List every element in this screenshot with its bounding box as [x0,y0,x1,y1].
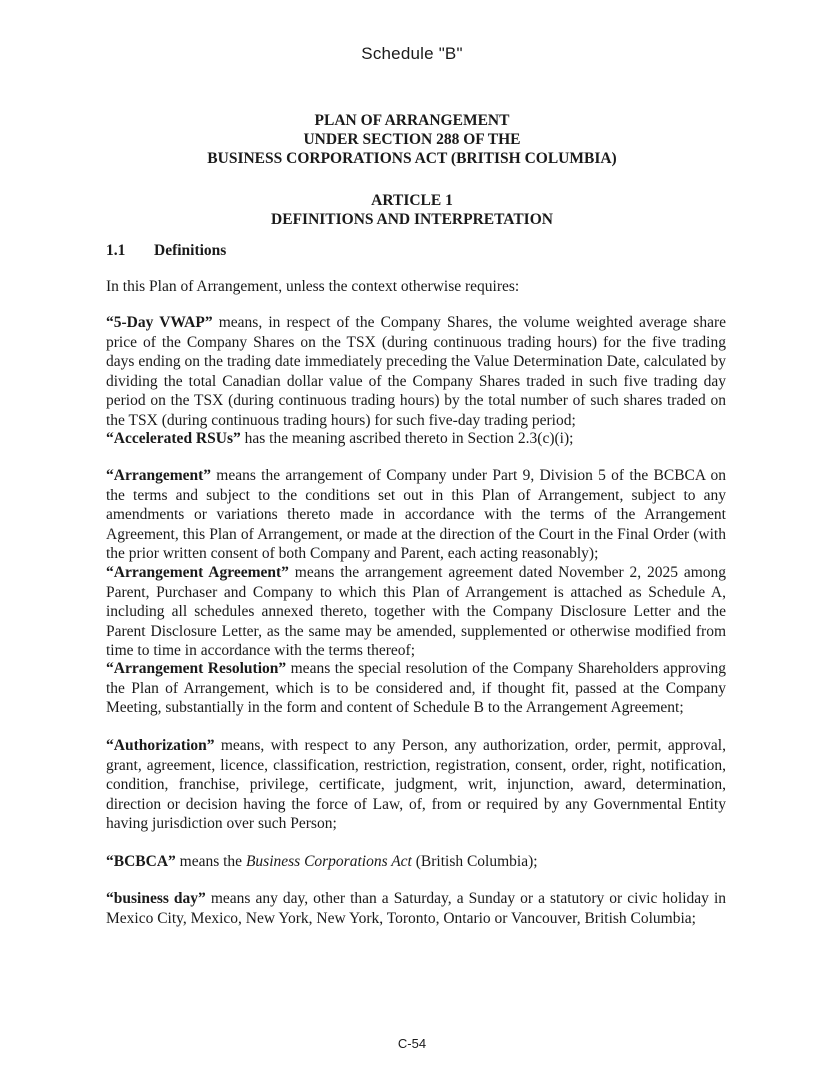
definition-business-day [106,889,726,928]
page-number: C-54 [397,1036,427,1051]
article-title: DEFINITIONS AND INTERPRETATION [271,211,553,228]
defined-term: “BCBCA” [106,853,176,870]
defined-term: “business day” [106,890,206,907]
defined-term: “Authorization” [106,737,215,754]
article-heading [0,191,824,229]
schedule-heading: Schedule "B" [361,44,463,63]
definition-text: means, in respect of the Company Shares, the volume weighted average share price of the Company Shares on the TSX (during continuous trading hours) for the five trading days ending on the trading date immediately preceding the Value Determination Date, calculated by dividing the total Canadian dollar value of the Company Shares traded in such five trading day period on the TSX (during continuous trading hours) by the total number of such shares traded on the TSX (during continuous trading hours) for such five-day trading period; [106,314,726,429]
definition-5-day-vwap [106,313,726,431]
plan-title [0,111,824,168]
intro-paragraph: In this Plan of Arrangement, unless the context otherwise requires: [106,278,520,295]
definition-text: means the arrangement agreement dated November 2, 2025 among Parent, Purchaser and Company to which this Plan of Arrangement is attached as Schedule A, including all schedules annexed thereto, together with the Company Disclosure Letter and the Parent Disclosure Letter, as the same may be amended, supplemented or otherwise modified from time to time in accordance with the terms thereof; [106,564,726,660]
defined-term: “Accelerated RSUs” [106,430,241,447]
definition-arrangement [106,466,726,564]
definition-accelerated-rsus [106,429,726,449]
definition-arrangement-resolution [106,659,726,718]
definition-text: means the arrangement of Company under Part 9, Division 5 of the BCBCA on the terms and subject to the conditions set out in this Plan of Arrangement, subject to any amendments or variations thereto made in accordance with the terms of the Arrangement Agreement, this Plan of Arrangement, or made at the direction of the Court in the Final Order (with the prior written consent of both Company and Parent, each acting reasonably); [106,467,726,563]
definition-text: means any day, other than a Saturday, a Sunday or a statutory or civic holiday in Mexico City, Mexico, New York, New York, Toronto, Ontario or Vancouver, British Columbia; [106,890,727,927]
definition-text-before: means the [175,853,246,870]
definition-text-after: (British Columbia); [411,853,538,870]
definition-arrangement-agreement [106,563,726,661]
definition-text: means the special resolution of the Company Shareholders approving the Plan of Arrangement, which is to be considered and, if thought fit, passed at the Company Meeting, substantially in the form and content of Schedule B to the Arrangement Agreement; [106,660,726,717]
section-heading [106,242,226,260]
plan-title-line-3: BUSINESS CORPORATIONS ACT (BRITISH COLUMBIA) [207,150,617,167]
plan-title-line-1: PLAN OF ARRANGEMENT [314,112,510,129]
definition-text: means, with respect to any Person, any authorization, order, permit, approval, grant, agreement, licence, classification, restriction, registration, consent, order, right, notification, condition, franchise, privilege, certificate, judgment, writ, injunction, award, determination, direction or decision having the force of Law, of, from or required by any Governmental Entity having jurisdiction over such Person; [106,737,726,833]
article-number: ARTICLE 1 [371,192,453,209]
defined-term: “Arrangement” [106,467,212,484]
section-title: Definitions [154,242,227,259]
definition-bcbca [106,852,726,872]
definition-authorization [106,736,726,834]
plan-title-line-2: UNDER SECTION 288 OF THE [303,131,521,148]
statute-name: Business Corporations Act [245,853,412,870]
defined-term: “Arrangement Agreement” [106,564,289,581]
section-number: 1.1 [106,242,126,259]
definition-text: has the meaning ascribed thereto in Section 2.3(c)(i); [240,430,574,447]
defined-term: “5-Day VWAP” [106,314,213,331]
defined-term: “Arrangement Resolution” [106,660,287,677]
